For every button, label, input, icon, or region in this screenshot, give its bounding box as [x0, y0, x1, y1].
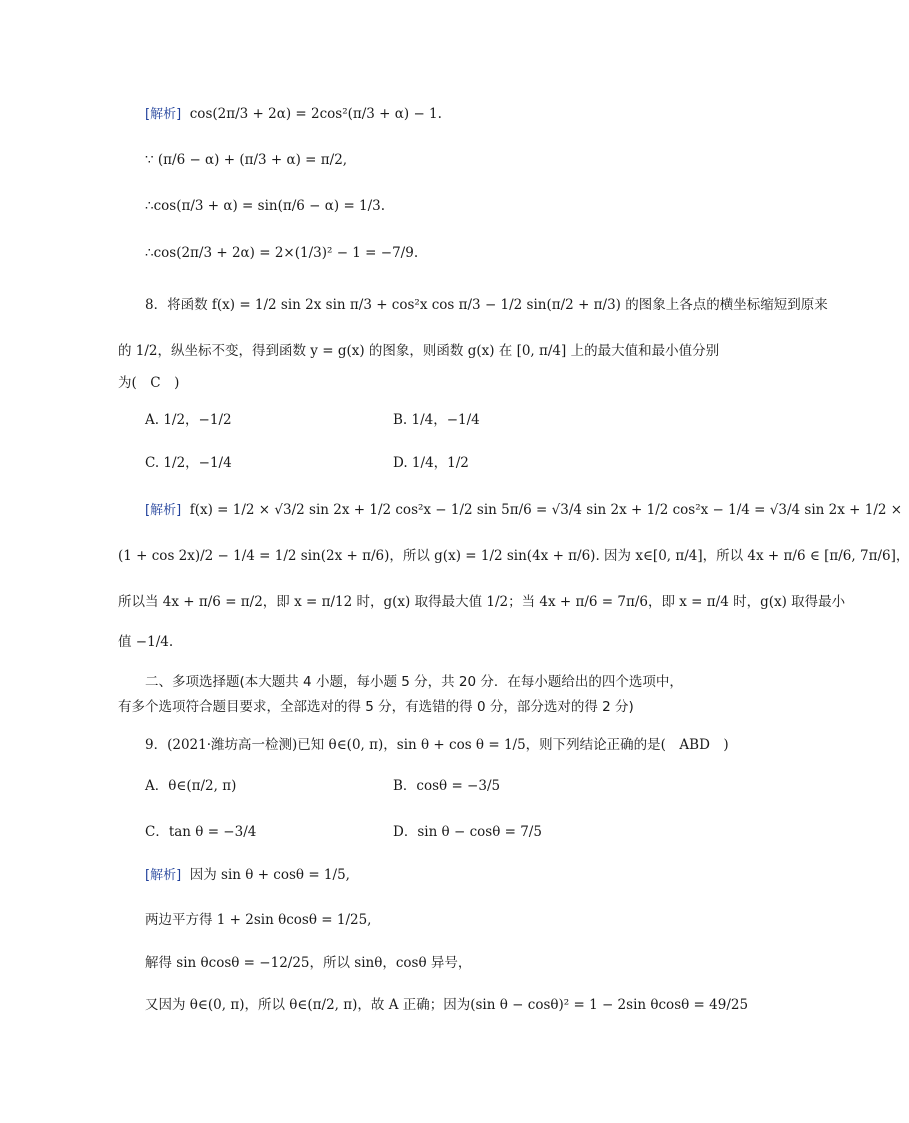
q8-stem-line-1: 8．将函数 f(x) = 1/2 sin 2x sin π/3 + cos²x cos π/3 − 1/2 sin(π/2 + π/3) 的图象上各点的横坐标缩短到原来: [145, 297, 828, 313]
q8-analysis-text-1: f(x) = 1/2 × √3/2 sin 2x + 1/2 cos²x − 1/2 sin 5π/6 = √3/4 sin 2x + 1/2 cos²x − 1/4 = √3/4 sin 2x + 1/2 ×: [189, 502, 903, 518]
analysis-line-3: ∴cos(π/3 + α) = sin(π/6 − α) = 1/3.: [145, 198, 386, 214]
q9-analysis-line-4: 又因为 θ∈(0, π)，所以 θ∈(π/2, π)，故 A 正确；因为(sin θ − cosθ)² = 1 − 2sin θcosθ = 49/25: [145, 997, 749, 1013]
analysis-line-1: [145, 104, 442, 125]
q9-option-c[interactable]: C．tan θ = −3/4: [145, 824, 257, 840]
q9-option-a[interactable]: A．θ∈(π/2, π): [145, 778, 237, 794]
q9-option-b[interactable]: B．cosθ = −3/5: [393, 778, 501, 794]
q9-analysis-line-3: 解得 sin θcosθ = −12/25，所以 sinθ，cosθ 异号，: [145, 955, 472, 971]
section-2-heading-line-2: 有多个选项符合题目要求，全部选对的得 5 分，有选错的得 0 分，部分选对的得 2 分): [118, 699, 634, 715]
q8-option-b[interactable]: B. 1/4，−1/4: [393, 412, 480, 428]
q9-option-d[interactable]: D．sin θ − cosθ = 7/5: [393, 824, 542, 840]
q9-stem: 9．(2021·潍坊高一检测)已知 θ∈(0, π)，sin θ + cos θ = 1/5，则下列结论正确的是( ABD ): [145, 737, 729, 753]
q9-analysis-line-1: [145, 865, 350, 886]
analysis-line-2: ∵ (π/6 − α) + (π/3 + α) = π/2,: [145, 152, 348, 168]
section-2-heading-line-1: 二、多项选择题(本大题共 4 小题，每小题 5 分，共 20 分．在每小题给出的四个选项中，: [145, 674, 683, 690]
analysis-label: [解析]: [145, 868, 182, 883]
q8-analysis-line-4: 值 −1/4.: [118, 634, 174, 650]
q9-analysis-text-1: 因为 sin θ + cosθ = 1/5,: [189, 867, 350, 883]
q8-analysis-line-3: 所以当 4x + π/6 = π/2，即 x = π/12 时，g(x) 取得最大值 1/2；当 4x + π/6 = 7π/6，即 x = π/4 时，g(x) 取得最小: [118, 594, 846, 610]
q8-option-d[interactable]: D. 1/4，1/2: [393, 455, 469, 471]
q8-stem-line-2: 的 1/2，纵坐标不变，得到函数 y = g(x) 的图象，则函数 g(x) 在 [0, π/4] 上的最大值和最小值分别: [118, 343, 720, 359]
analysis-label: [解析]: [145, 503, 182, 518]
q9-analysis-line-2: 两边平方得 1 + 2sin θcosθ = 1/25,: [145, 912, 372, 928]
analysis-text: cos(2π/3 + 2α) = 2cos²(π/3 + α) − 1.: [189, 106, 442, 122]
q8-option-c[interactable]: C. 1/2，−1/4: [145, 455, 232, 471]
q8-analysis-line-1: [145, 500, 902, 521]
analysis-label: [解析]: [145, 107, 182, 122]
q8-option-a[interactable]: A. 1/2，−1/2: [145, 412, 232, 428]
analysis-line-4: ∴cos(2π/3 + 2α) = 2×(1/3)² − 1 = −7/9.: [145, 245, 419, 261]
q8-analysis-line-2: (1 + cos 2x)/2 − 1/4 = 1/2 sin(2x + π/6)，所以 g(x) = 1/2 sin(4x + π/6). 因为 x∈[0, π/4]，所以 4x + π/6 ∈ [π/6, 7π/6]，: [118, 548, 909, 564]
q8-stem-line-3: 为( C ): [118, 375, 180, 391]
